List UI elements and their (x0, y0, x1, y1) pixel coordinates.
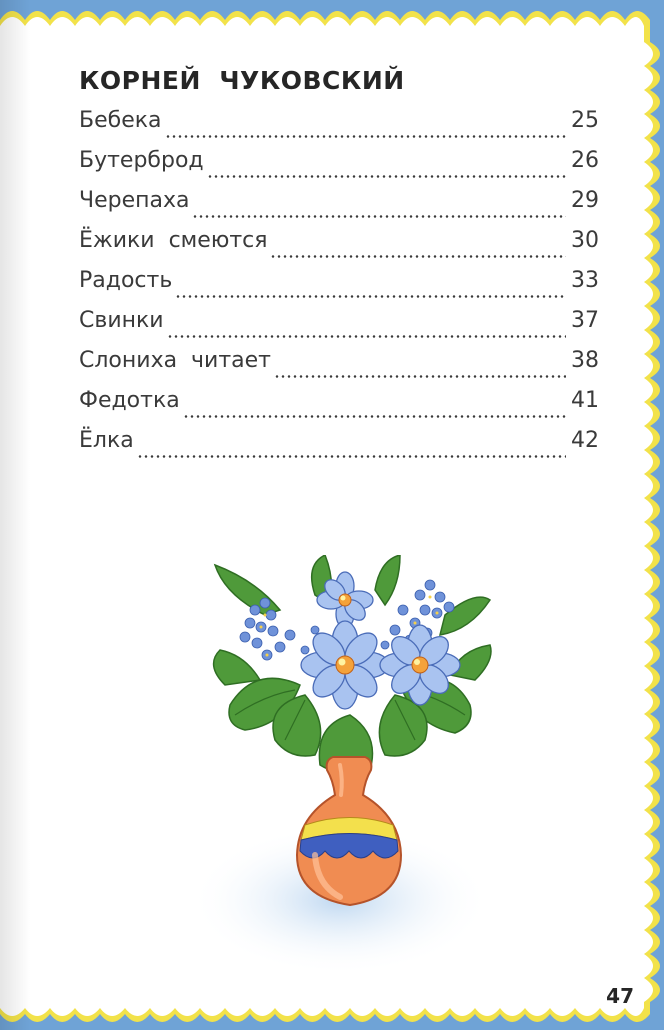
page-number: 47 (606, 984, 634, 1008)
toc-entry-page: 42 (571, 428, 599, 453)
toc-entry-page: 26 (571, 148, 599, 173)
dot-leader (192, 215, 566, 218)
toc-entry-page: 38 (571, 348, 599, 373)
dot-leader (270, 255, 566, 258)
toc-entry-page: 29 (571, 188, 599, 213)
toc-entry-page: 30 (571, 228, 599, 253)
toc-entry[interactable] (79, 188, 599, 228)
toc-entry[interactable] (79, 348, 599, 388)
toc-entry-title: Радость (79, 268, 173, 293)
toc-entry-page: 41 (571, 388, 599, 413)
toc-entry[interactable] (79, 388, 599, 428)
dot-leader (207, 175, 566, 178)
table-of-contents (79, 108, 599, 468)
toc-entry-page: 37 (571, 308, 599, 333)
toc-entry-title: Бутерброд (79, 148, 204, 173)
dot-leader (167, 335, 566, 338)
toc-entry-title: Бебека (79, 108, 162, 133)
toc-entry-page: 33 (571, 268, 599, 293)
dot-leader (274, 375, 566, 378)
toc-entry-title: Слониха читает (79, 348, 271, 373)
toc-entry[interactable] (79, 308, 599, 348)
section-title: КОРНЕЙ ЧУКОВСКИЙ (79, 66, 405, 95)
toc-entry-title: Черепаха (79, 188, 190, 213)
dot-leader (165, 135, 567, 138)
toc-entry[interactable] (79, 108, 599, 148)
dot-leader (137, 455, 566, 458)
toc-entry[interactable] (79, 268, 599, 308)
dot-leader (183, 415, 566, 418)
toc-entry-page: 25 (571, 108, 599, 133)
flower-vase-illustration (205, 555, 495, 915)
toc-entry[interactable] (79, 148, 599, 188)
toc-entry-title: Свинки (79, 308, 164, 333)
toc-entry-title: Ёлка (79, 428, 134, 453)
toc-entry-title: Ёжики смеются (79, 228, 268, 253)
toc-entry[interactable] (79, 228, 599, 268)
toc-entry-title: Федотка (79, 388, 180, 413)
toc-entry[interactable] (79, 428, 599, 468)
dot-leader (175, 295, 566, 298)
